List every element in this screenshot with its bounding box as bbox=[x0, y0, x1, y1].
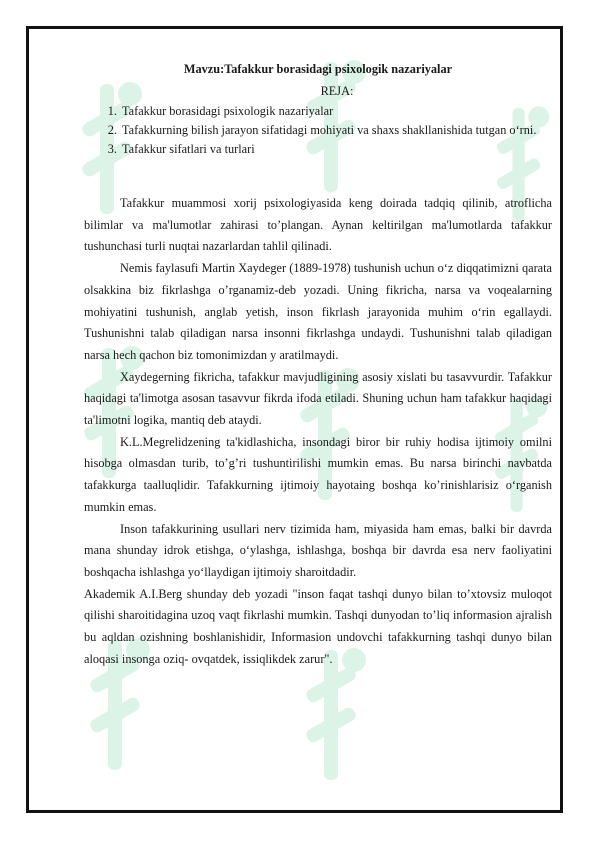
document-body bbox=[84, 58, 552, 670]
paragraph: Inson tafakkurining usullari nerv tizimida ham, miyasida ham emas, balki bir davrda mana shunday idrok etishga, o‘ylashga, ishlashga, boshqa bir davrda esa nerv faoliyatini boshqacha ishlashga yo‘llaydigan ijtimoiy sharoitdadir. bbox=[84, 521, 552, 579]
document-title: Mavzu:Tafakkur borasidagi psixologik nazariyalar bbox=[183, 62, 453, 76]
plan-item: 3. Tafakkur sifatlari va turlari bbox=[120, 140, 552, 159]
plan-list bbox=[84, 102, 552, 159]
plan-item: 1. Tafakkur borasidagi psixologik nazariyalar bbox=[120, 102, 552, 121]
paragraph: Tafakkur muammosi xorij psixologiyasida keng doirada tadqiq qilinib, atroflicha bilimlar va ma'lumotlar zahirasi to’plangan. Aynan keltirilgan ma'lumotlarda tafakkur tushunchasi turli nuqtai nazarlardan tahlil qilinadi. bbox=[84, 196, 552, 254]
paragraph: Xaydegerning fikricha, tafakkur mavjudligining asosiy xislati bu tasavvurdir. Tafakkur haqidagi ta'limotga asosan tasavvur fikrda ifoda etiladi. Shuning uchun ham tafakkur haqidagi ta'limotni logika, mantiq deb ataydi. bbox=[84, 369, 552, 428]
paragraph: Nemis faylasufi Martin Xaydeger (1889-1978) tushunish uchun o‘z diqqatimizni qarata olsakkina biz fikrlashga o’rganamiz-deb yozadi. Uning fikricha, narsa va voqealarning mohiyatini tushunish, anglab yetish, inson fikrlash jarayonida muhim o‘rin egallaydi. Tushunishni talab qiladigan narsa insonni fikrlashga undaydi. Tushunishni talab qiladigan narsa hech qachon biz tomonimizdan y aratilmaydi. bbox=[84, 261, 552, 362]
plan-heading: REJA: bbox=[320, 84, 354, 98]
paragraph: Akademik A.I.Berg shunday deb yozadi "inson faqat tashqi dunyo bilan to’xtovsiz muloqot qilishi sharoitidagina uzoq vaqt fikrlashi mumkin. Tashqi dunyodan to’liq informasion ajralish bu aqldan ozishning boshlanishidir, Informasion undovchi tafakkurning tashqi dunyo bilan aloqasi insonga oziq- ovqatdek, issiqlikdek zarur". bbox=[84, 586, 552, 666]
paragraph: K.L.Megrelidzening ta'kidlashicha, insondagi biror bir ruhiy hodisa ijtimoiy omilni hisobga olmasdan turib, to’g’ri tushuntirilishi mumkin emas. Bu narsa birinchi navbatda tafakkurga taalluqlidir. Tafakkurning ijtimoiy hayotaing boshqa ko’rinishlarisiz o‘rganish mumkin emas. bbox=[84, 434, 552, 514]
plan-item: 2. Tafakkurning bilish jarayon sifatidagi mohiyati va shaxs shakllanishida tutgan o‘rni. bbox=[120, 121, 552, 140]
